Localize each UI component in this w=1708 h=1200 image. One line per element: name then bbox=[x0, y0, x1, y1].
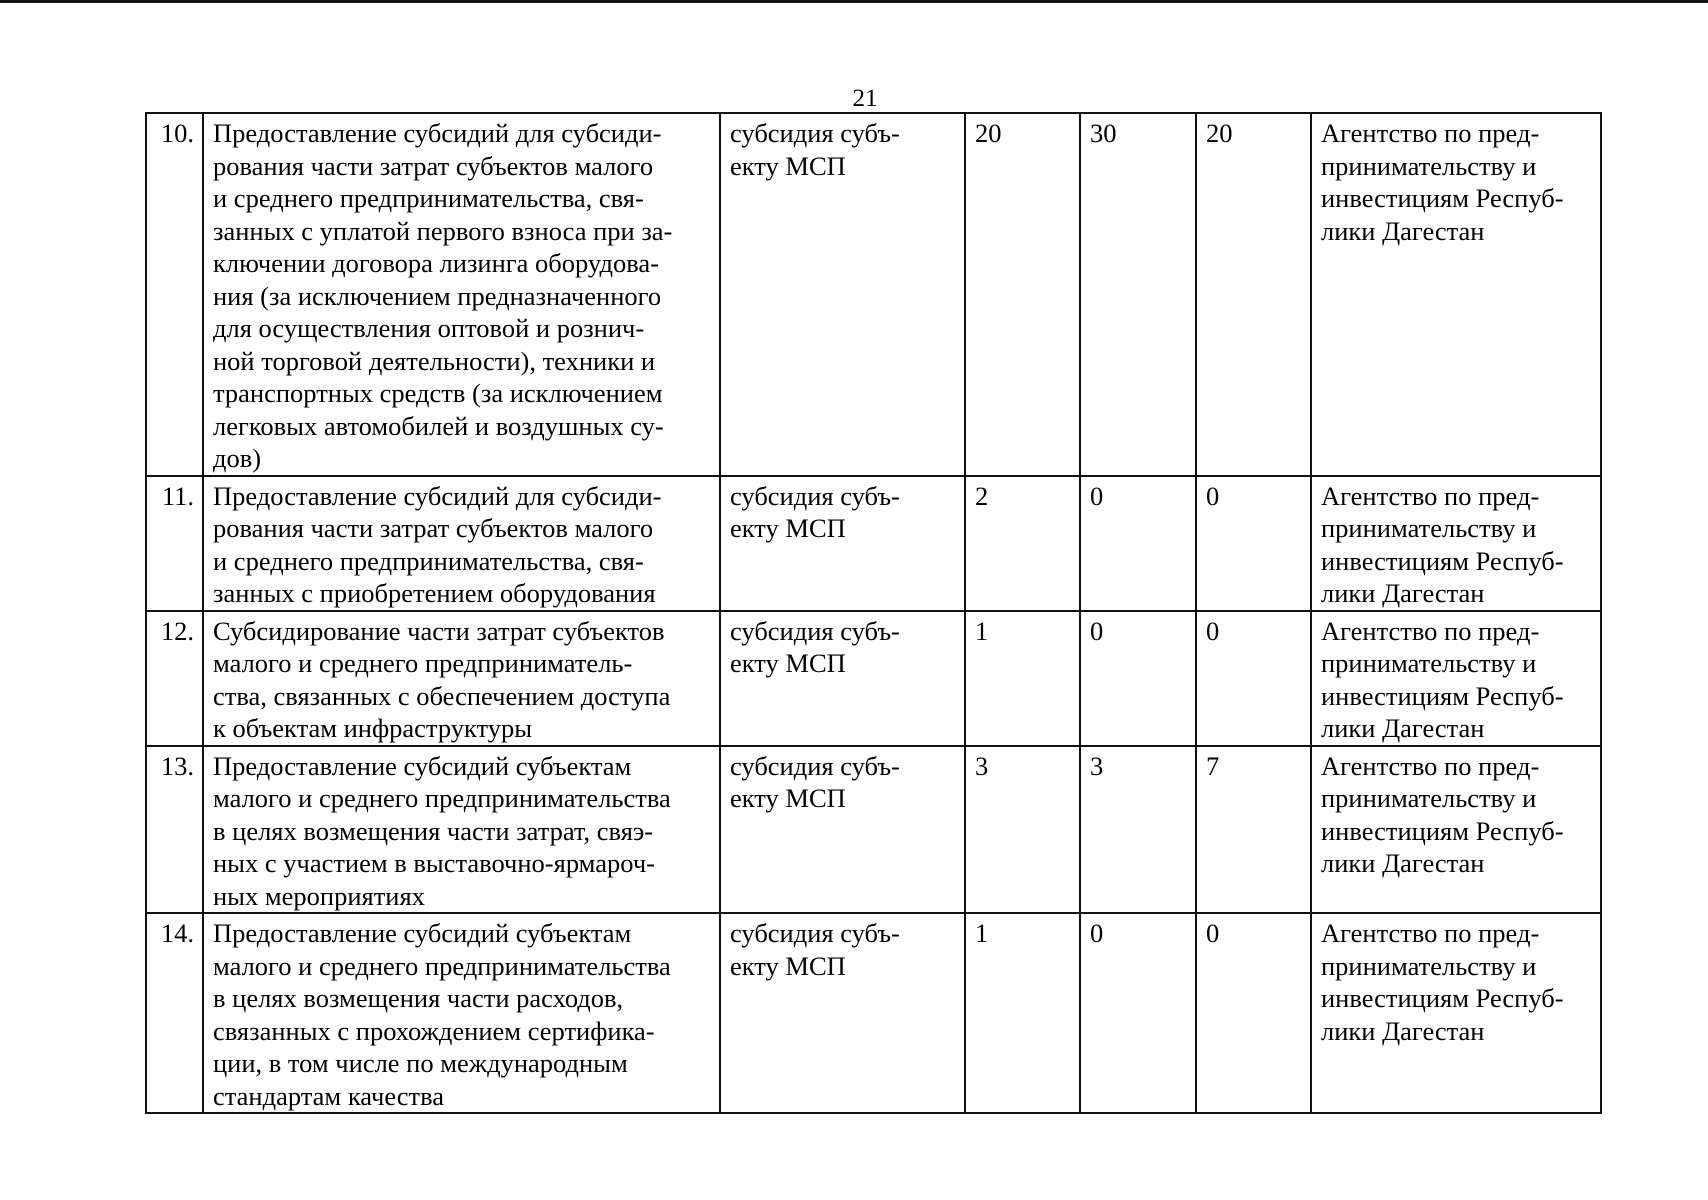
measure-name bbox=[203, 611, 720, 746]
measure-name-line: Предоставление субсидий для субсиди- bbox=[213, 118, 662, 148]
executor-line: Агентство по пред- bbox=[1321, 918, 1540, 948]
measure-name-line: для осуществления оптовой и рознич- bbox=[213, 313, 645, 343]
table-row bbox=[146, 611, 1601, 746]
measure-name-line: транспортных средств (за исключением bbox=[213, 378, 663, 408]
table-row bbox=[146, 476, 1601, 611]
table-row bbox=[146, 913, 1601, 1113]
executor-line: инвестициям Респуб- bbox=[1321, 983, 1564, 1013]
value-year-3: 7 bbox=[1196, 746, 1311, 914]
value-year-1: 3 bbox=[965, 746, 1080, 914]
support-form bbox=[720, 113, 965, 476]
measure-name-line: малого и среднего предпринимательства bbox=[213, 783, 671, 813]
measure-name-line: Субсидирование части затрат субъектов bbox=[213, 615, 665, 646]
row-number: 14. bbox=[146, 913, 203, 1113]
support-form bbox=[720, 913, 965, 1113]
measure-name-line: рования части затрат субъектов малого bbox=[213, 150, 654, 181]
executor-line: принимательству и bbox=[1321, 513, 1537, 543]
support-form-line: субсидия субъ- bbox=[730, 615, 900, 646]
measure-name-line: связанных с прохождением сертифика- bbox=[213, 1015, 655, 1046]
support-form-line: екту МСП bbox=[730, 783, 846, 813]
value-year-1: 1 bbox=[965, 913, 1080, 1113]
measure-name-line: стандартам качества bbox=[213, 1080, 445, 1111]
executor bbox=[1311, 476, 1601, 611]
measure-name-line: малого и среднего предпринимательства bbox=[213, 950, 671, 981]
measure-name bbox=[203, 113, 720, 476]
executor-line: инвестициям Респуб- bbox=[1321, 545, 1564, 576]
support-form-line: екту МСП bbox=[730, 950, 846, 981]
measure-name-line: и среднего предпринимательства, свя- bbox=[213, 183, 644, 213]
executor-line: инвестициям Респуб- bbox=[1321, 815, 1564, 846]
executor-line: инвестициям Респуб- bbox=[1321, 183, 1564, 213]
executor bbox=[1311, 611, 1601, 746]
measure-name-line: малого и среднего предприниматель- bbox=[213, 648, 633, 678]
table-row bbox=[146, 746, 1601, 914]
measure-name-line: ства, связанных с обеспечением доступа bbox=[213, 680, 671, 711]
row-number: 12. bbox=[146, 611, 203, 746]
measure-name-line: ных с участием в выставочно-ярмароч- bbox=[213, 848, 655, 878]
support-form-line: екту МСП bbox=[730, 513, 846, 543]
executor-line: лики Дагестан bbox=[1321, 848, 1485, 878]
measure-name-line: Предоставление субсидий субъектам bbox=[213, 918, 632, 948]
measure-name-line: в целях возмещения части расходов, bbox=[213, 983, 624, 1013]
value-year-3: 20 bbox=[1196, 113, 1311, 476]
support-form bbox=[720, 476, 965, 611]
measure-name-line: занных с уплатой первого взноса при за- bbox=[213, 215, 673, 246]
measure-name-line: легковых автомобилей и воздушных су- bbox=[213, 410, 664, 441]
support-form bbox=[720, 746, 965, 914]
support-form-line: субсидия субъ- bbox=[730, 480, 900, 511]
table-body bbox=[146, 113, 1601, 1113]
value-year-2: 3 bbox=[1080, 746, 1196, 914]
executor-line: принимательству и bbox=[1321, 648, 1537, 678]
support-form-line: субсидия субъ- bbox=[730, 918, 900, 948]
value-year-3: 0 bbox=[1196, 913, 1311, 1113]
executor bbox=[1311, 913, 1601, 1113]
executor-line: инвестициям Респуб- bbox=[1321, 680, 1564, 711]
measure-name-line: ния (за исключением предназначенного bbox=[213, 280, 662, 311]
value-year-2: 30 bbox=[1080, 113, 1196, 476]
measure-name-line: ключении договора лизинга оборудова- bbox=[213, 248, 659, 278]
measure-name-line: ции, в том числе по международным bbox=[213, 1048, 628, 1078]
page-number: 21 bbox=[852, 85, 878, 112]
value-year-1: 20 bbox=[965, 113, 1080, 476]
value-year-1: 1 bbox=[965, 611, 1080, 746]
measure-name-line: ной торговой деятельности), техники и bbox=[213, 345, 656, 376]
measure-name-line: Предоставление субсидий для субсиди- bbox=[213, 480, 662, 511]
value-year-2: 0 bbox=[1080, 913, 1196, 1113]
executor bbox=[1311, 746, 1601, 914]
value-year-2: 0 bbox=[1080, 476, 1196, 611]
row-number: 10. bbox=[146, 113, 203, 476]
executor-line: Агентство по пред- bbox=[1321, 615, 1540, 646]
measure-name-line: занных с приобретением оборудования bbox=[213, 578, 656, 608]
support-form-line: субсидия субъ- bbox=[730, 750, 900, 781]
executor-line: принимательству и bbox=[1321, 150, 1537, 181]
scan-top-edge bbox=[0, 0, 1708, 3]
support-form-line: екту МСП bbox=[730, 648, 846, 678]
value-year-2: 0 bbox=[1080, 611, 1196, 746]
table-row bbox=[146, 113, 1601, 476]
row-number: 13. bbox=[146, 746, 203, 914]
executor bbox=[1311, 113, 1601, 476]
measure-name-line: дов) bbox=[213, 443, 262, 473]
measure-name bbox=[203, 476, 720, 611]
measure-name-line: и среднего предпринимательства, свя- bbox=[213, 545, 644, 576]
row-number: 11. bbox=[146, 476, 203, 611]
measure-name-line: к объектам инфраструктуры bbox=[213, 713, 533, 743]
measure-name bbox=[203, 913, 720, 1113]
value-year-3: 0 bbox=[1196, 476, 1311, 611]
executor-line: принимательству и bbox=[1321, 783, 1537, 813]
executor-line: Агентство по пред- bbox=[1321, 750, 1540, 781]
measure-name-line: Предоставление субсидий субъектам bbox=[213, 750, 632, 781]
support-form-line: екту МСП bbox=[730, 150, 846, 181]
executor-line: Агентство по пред- bbox=[1321, 480, 1540, 511]
measure-name-line: ных мероприятиях bbox=[213, 880, 425, 911]
measure-name-line: рования части затрат субъектов малого bbox=[213, 513, 654, 543]
measure-name-line: в целях возмещения части затрат, свяэ- bbox=[213, 815, 654, 846]
executor-line: лики Дагестан bbox=[1321, 713, 1485, 743]
value-year-1: 2 bbox=[965, 476, 1080, 611]
measures-table bbox=[145, 112, 1602, 1114]
executor-line: лики Дагестан bbox=[1321, 1015, 1485, 1046]
value-year-3: 0 bbox=[1196, 611, 1311, 746]
executor-line: лики Дагестан bbox=[1321, 578, 1485, 608]
executor-line: лики Дагестан bbox=[1321, 215, 1485, 246]
executor-line: Агентство по пред- bbox=[1321, 118, 1540, 148]
support-form bbox=[720, 611, 965, 746]
executor-line: принимательству и bbox=[1321, 950, 1537, 981]
measure-name bbox=[203, 746, 720, 914]
support-form-line: субсидия субъ- bbox=[730, 118, 900, 148]
